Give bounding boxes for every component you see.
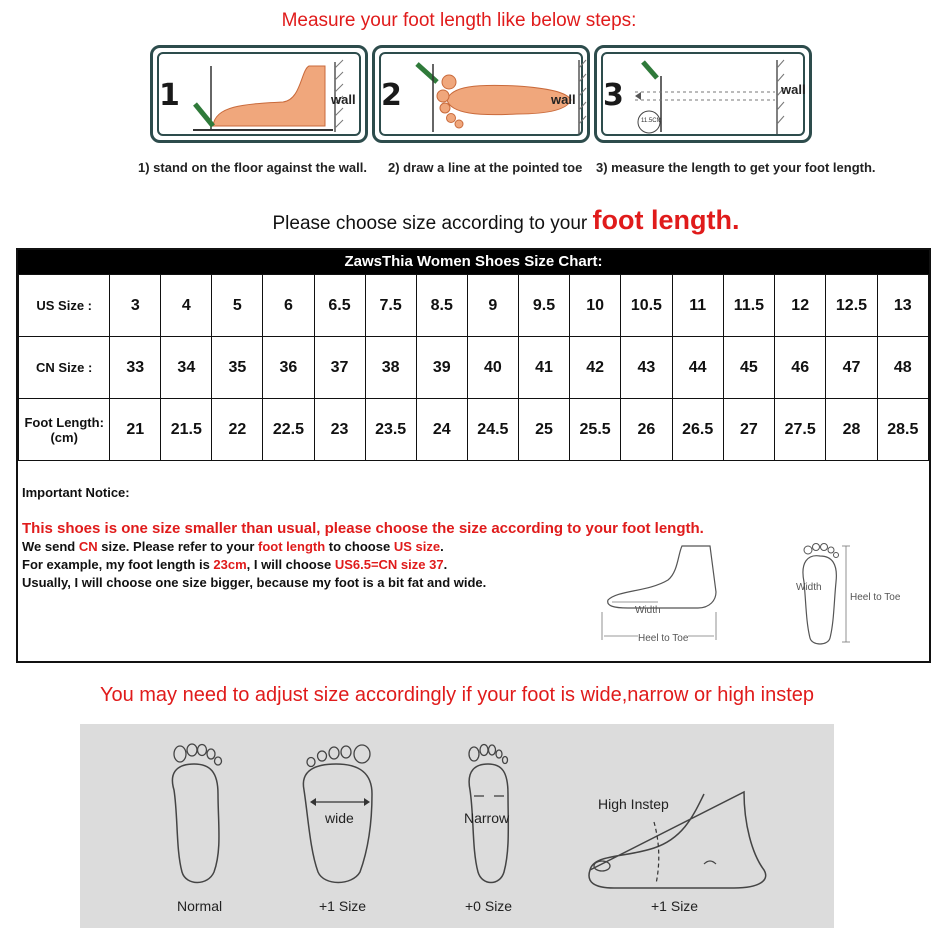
step-2-caption: 2) draw a line at the pointed toe — [388, 160, 583, 175]
table-cell: 34 — [161, 337, 212, 399]
heel-to-toe-label-2: Heel to Toe — [850, 592, 901, 603]
table-cell: 33 — [110, 337, 161, 399]
table-cell: 22 — [212, 399, 263, 461]
step-3-caption: 3) measure the length to get your foot length. — [596, 160, 876, 175]
width-label-2: Width — [796, 582, 822, 593]
table-cell: 10.5 — [621, 275, 672, 337]
step-1-panel — [150, 45, 368, 143]
size-table — [18, 274, 929, 461]
width-label-1: Width — [635, 605, 661, 616]
row-label: US Size : — [19, 275, 110, 337]
step-2-number: 2 — [381, 78, 402, 113]
wall-label-3: wall — [781, 82, 806, 97]
table-cell: 9 — [467, 275, 518, 337]
table-cell: 11 — [672, 275, 723, 337]
table-cell: 9.5 — [519, 275, 570, 337]
table-cell: 42 — [569, 337, 620, 399]
table-row — [19, 275, 929, 337]
table-cell: 27.5 — [775, 399, 826, 461]
table-cell: 5 — [212, 275, 263, 337]
wall-label-2: wall — [551, 92, 576, 107]
table-row — [19, 337, 929, 399]
step-2-panel — [372, 45, 590, 143]
table-cell: 12.5 — [826, 275, 877, 337]
notice-line-3: Usually, I will choose one size bigger, because my foot is a bit fat and wide. — [22, 575, 487, 590]
table-cell: 22.5 — [263, 399, 314, 461]
step-3-panel — [594, 45, 812, 143]
table-cell: 7.5 — [365, 275, 416, 337]
table-cell: 47 — [826, 337, 877, 399]
ruler-illustration — [627, 56, 787, 136]
high-instep-label: High Instep — [598, 796, 669, 812]
table-cell: 10 — [569, 275, 620, 337]
table-cell: 36 — [263, 337, 314, 399]
table-cell: 43 — [621, 337, 672, 399]
choose-prefix: Please choose size according to your — [272, 213, 593, 234]
table-cell: 46 — [775, 337, 826, 399]
table-cell: 23 — [314, 399, 365, 461]
narrow-label: Narrow — [464, 810, 510, 826]
table-row — [19, 399, 929, 461]
table-cell: 38 — [365, 337, 416, 399]
notice-line-1: We send CN size. Please refer to your foot length to choose US size. — [22, 539, 444, 554]
table-cell: 21.5 — [161, 399, 212, 461]
adjust-heading: You may need to adjust size accordingly if your foot is wide,narrow or high instep — [99, 684, 815, 706]
row-label: CN Size : — [19, 337, 110, 399]
wide-size-label: +1 Size — [319, 898, 367, 914]
table-cell: 35 — [212, 337, 263, 399]
table-cell: 11.5 — [723, 275, 774, 337]
table-cell: 24 — [416, 399, 467, 461]
step-3-number: 3 — [603, 78, 624, 113]
table-cell: 27 — [723, 399, 774, 461]
table-cell: 26.5 — [672, 399, 723, 461]
choose-emphasis: foot length. — [592, 205, 740, 235]
table-cell: 25 — [519, 399, 570, 461]
step-1-number: 1 — [159, 78, 180, 113]
size-chart — [16, 248, 931, 663]
heel-to-toe-label-1: Heel to Toe — [638, 633, 689, 644]
table-cell: 40 — [467, 337, 518, 399]
step-1-caption: 1) stand on the floor against the wall. — [138, 160, 367, 175]
row-label-line1: Foot Length: — [24, 414, 104, 430]
table-cell: 25.5 — [569, 399, 620, 461]
row-label — [19, 399, 110, 461]
table-cell: 12 — [775, 275, 826, 337]
table-cell: 37 — [314, 337, 365, 399]
measure-heading: Measure your foot length like below steps: — [281, 10, 637, 31]
narrow-size-label: +0 Size — [465, 898, 513, 914]
table-cell: 28 — [826, 399, 877, 461]
table-cell: 23.5 — [365, 399, 416, 461]
notice-title: Important Notice: — [22, 485, 130, 500]
table-cell: 28.5 — [877, 399, 928, 461]
choose-size-heading — [0, 205, 950, 236]
table-cell: 21 — [110, 399, 161, 461]
notice-warning: This shoes is one size smaller than usual, please choose the size according to your foot length. — [22, 520, 704, 537]
row-label-line2: (cm) — [50, 429, 78, 445]
table-cell: 4 — [161, 275, 212, 337]
chart-title: ZawsThia Women Shoes Size Chart: — [18, 250, 929, 274]
normal-label: Normal — [177, 898, 223, 914]
table-cell: 48 — [877, 337, 928, 399]
notice-line-2: For example, my foot length is 23cm, I will choose US6.5=CN size 37. — [22, 557, 448, 572]
foot-types-panel — [80, 724, 834, 928]
table-cell: 26 — [621, 399, 672, 461]
table-cell: 45 — [723, 337, 774, 399]
ruler-value: 11.5CM — [641, 118, 662, 124]
table-cell: 6 — [263, 275, 314, 337]
table-cell: 41 — [519, 337, 570, 399]
table-cell: 44 — [672, 337, 723, 399]
normal-foot-outline — [160, 740, 240, 890]
wall-label-1: wall — [331, 92, 356, 107]
high-instep-size-label: +1 Size — [651, 898, 699, 914]
table-cell: 6.5 — [314, 275, 365, 337]
table-cell: 24.5 — [467, 399, 518, 461]
wide-label: wide — [325, 810, 354, 826]
table-cell: 39 — [416, 337, 467, 399]
table-cell: 13 — [877, 275, 928, 337]
table-cell: 3 — [110, 275, 161, 337]
table-cell: 8.5 — [416, 275, 467, 337]
